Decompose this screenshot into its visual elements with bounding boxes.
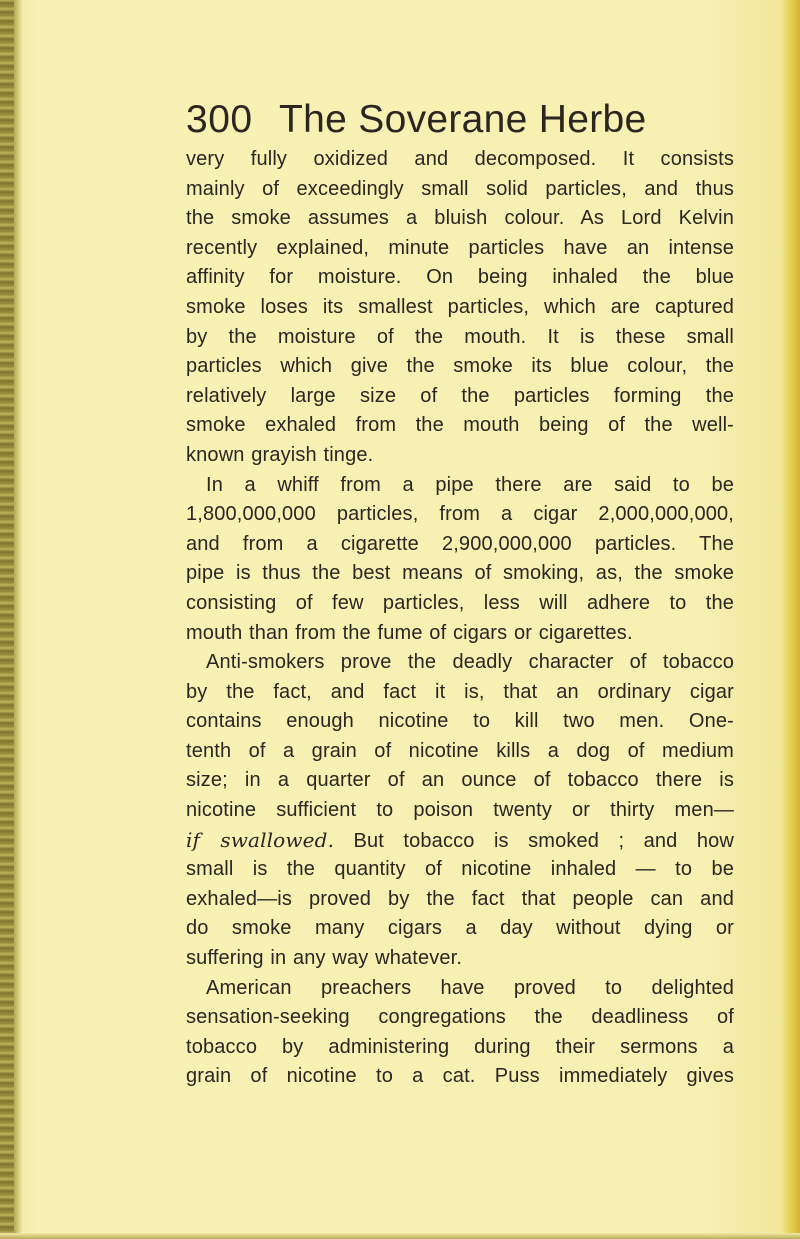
text-line: mouth than from the fume of cigars or cigarettes.	[186, 621, 633, 644]
page-number: 300	[186, 98, 253, 141]
text-line: small is the quantity of nicotine inhaled — to be	[186, 858, 734, 881]
text-line: sensation-seeking congregations the deadliness of	[186, 1006, 734, 1029]
text-segment: But tobacco is smoked ; and how	[353, 829, 734, 852]
page-binding-edge	[0, 0, 14, 1239]
text-line: exhaled—is proved by the fact that people can and	[186, 887, 734, 910]
text-line-mixed	[186, 826, 734, 856]
page-bottom-edge	[0, 1233, 800, 1239]
text-line: In a whiff from a pipe there are said to be	[206, 473, 734, 496]
text-line: particles which give the smoke its blue colour, the	[186, 355, 734, 378]
text-line: smoke loses its smallest particles, which are captured	[186, 295, 734, 318]
text-line: size; in a quarter of an ounce of tobacco there is	[186, 769, 734, 792]
text-line: affinity for moisture. On being inhaled the blue	[186, 266, 734, 289]
text-line: very fully oxidized and decomposed. It consists	[186, 148, 734, 170]
page-right-edge	[782, 0, 800, 1239]
running-header	[186, 98, 746, 142]
text-line: and from a cigarette 2,900,000,000 particles. The	[186, 532, 734, 555]
text-line: 1,800,000,000 particles, from a cigar 2,000,000,000,	[186, 503, 734, 526]
text-line: pipe is thus the best means of smoking, as, the smoke	[186, 562, 734, 585]
italic-phrase: if swallowed.	[186, 827, 335, 852]
text-line: by the moisture of the mouth. It is these small	[186, 325, 734, 348]
page-gutter-shadow	[14, 0, 22, 1239]
text-line: tobacco by administering during their sermons a	[186, 1035, 734, 1058]
text-line: contains enough nicotine to kill two men. One-	[186, 710, 734, 733]
text-line: grain of nicotine to a cat. Puss immediately gives	[186, 1065, 734, 1088]
text-line: suffering in any way whatever.	[186, 947, 463, 970]
text-line: tenth of a grain of nicotine kills a dog of medium	[186, 739, 734, 762]
text-line: known grayish tinge.	[186, 443, 374, 466]
text-line: nicotine sufficient to poison twenty or thirty men—	[186, 799, 734, 822]
text-line: recently explained, minute particles have an intense	[186, 236, 734, 259]
text-line: do smoke many cigars a day without dying or	[186, 917, 734, 940]
text-line: by the fact, and fact it is, that an ordinary cigar	[186, 680, 734, 703]
text-line: relatively large size of the particles forming the	[186, 384, 734, 407]
text-line: smoke exhaled from the mouth being of the well-	[186, 414, 734, 437]
text-line: American preachers have proved to delighted	[206, 976, 734, 999]
text-line: mainly of exceedingly small solid particles, and thus	[186, 177, 734, 200]
running-title: The Soverane Herbe	[279, 98, 647, 141]
text-line: Anti-smokers prove the deadly character of tobacco	[206, 651, 734, 674]
body-text	[186, 145, 734, 1092]
text-line: the smoke assumes a bluish colour. As Lord Kelvin	[186, 207, 734, 230]
text-line: consisting of few particles, less will adhere to the	[186, 591, 734, 614]
